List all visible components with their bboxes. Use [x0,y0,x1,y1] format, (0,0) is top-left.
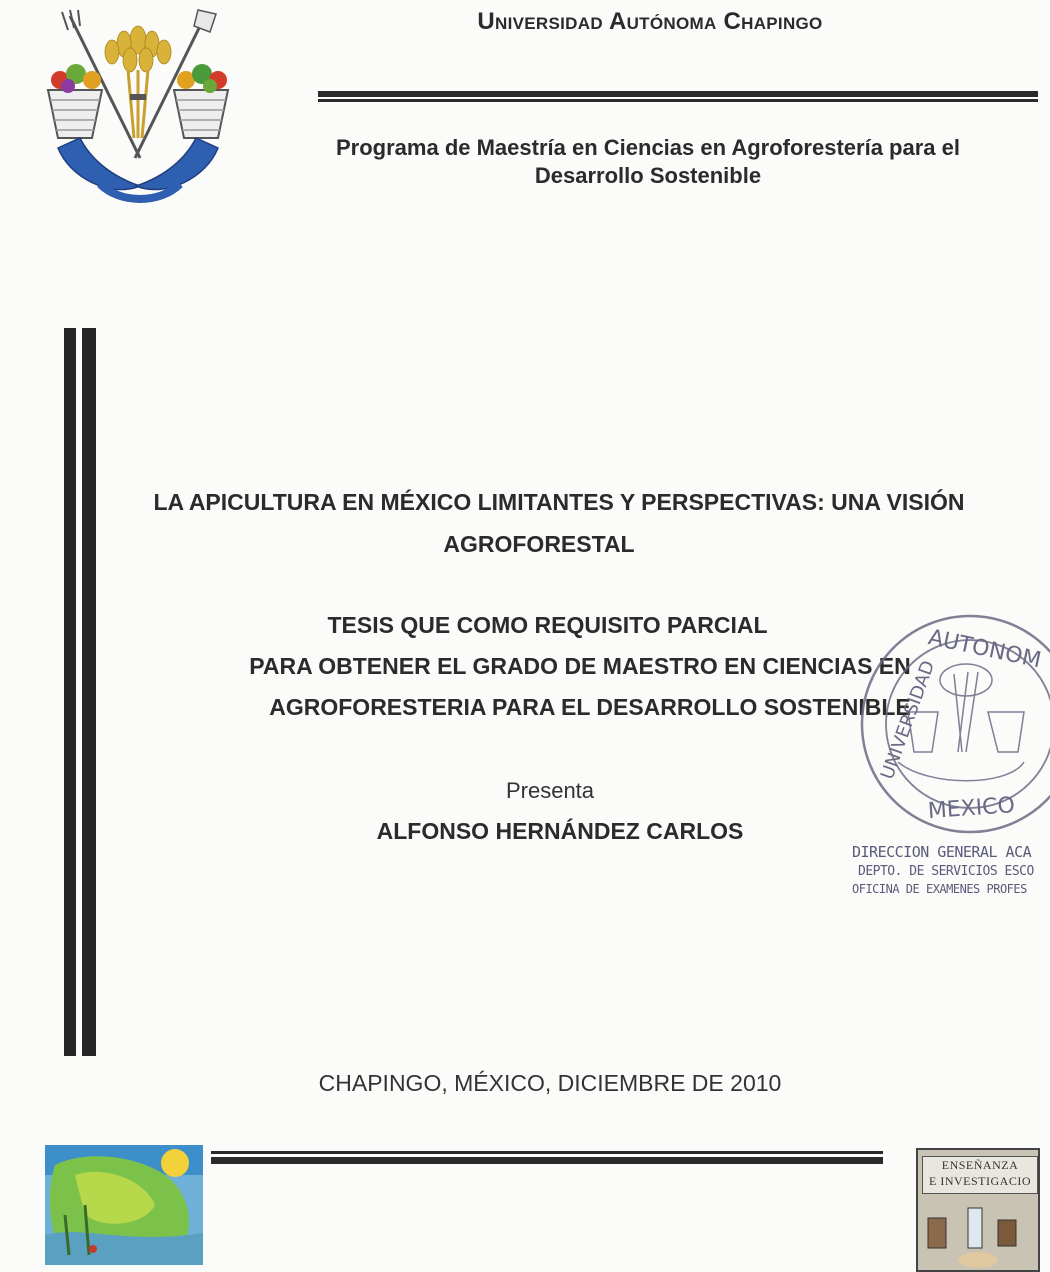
university-crest-logo [40,8,240,208]
stamp-line2: DEPTO. DE SERVICIOS ESCO [858,864,1034,879]
teaching-research-logo [916,1148,1040,1272]
university-name-text: Universidad Autónoma Chapingo [477,8,823,35]
requirement-line3: AGROFORESTERIA PARA EL DESARROLLO SOSTENIBLE [269,694,911,720]
university-name [250,8,1050,36]
footer-divider [211,1151,883,1165]
stamp-line1: DIRECCION GENERAL ACA [852,843,1032,861]
header-divider [318,91,1038,103]
teaching-label-line2: E INVESTIGACIO [929,1174,1031,1188]
official-seal-stamp [858,612,1044,838]
requirement-line2: PARA OBTENER EL GRADO DE MAESTRO EN CIENCIAS EN [249,653,911,679]
stamp-text-block [852,843,1032,896]
svg-text:UNIVERSIDAD: UNIVERSIDAD [876,657,940,783]
program-name: Programa de Maestría en Ciencias en Agroforestería para el Desarrollo Sostenible [336,135,960,188]
agroforestry-program-logo [45,1145,203,1265]
thesis-title-line1: LA APICULTURA EN MÉXICO LIMITANTES Y PERSPECTIVAS: UNA VISIÓN [153,489,965,515]
stamp-line3: OFICINA DE EXAMENES PROFES [852,882,1027,896]
svg-text:AUTONOM: AUTONOM [925,625,1044,674]
place-and-date: CHAPINGO, MÉXICO, DICIEMBRE DE 2010 [318,1070,782,1096]
thesis-title [110,481,1008,565]
author-name: ALFONSO HERNÁNDEZ CARLOS [376,818,744,844]
requirement-line1: TESIS QUE COMO REQUISITO PARCIAL [327,612,768,638]
lab-scene-icon [928,1198,1028,1268]
presents-label: Presenta [505,778,595,803]
thesis-title-line2: AGROFORESTAL [443,531,635,557]
left-vertical-bar [64,328,76,1056]
left-vertical-bar-inner [82,328,96,1056]
svg-text:MEXICO: MEXICO [927,793,1016,825]
teaching-label-line1: ENSEÑANZA [941,1158,1019,1172]
teaching-research-label [922,1156,1038,1194]
